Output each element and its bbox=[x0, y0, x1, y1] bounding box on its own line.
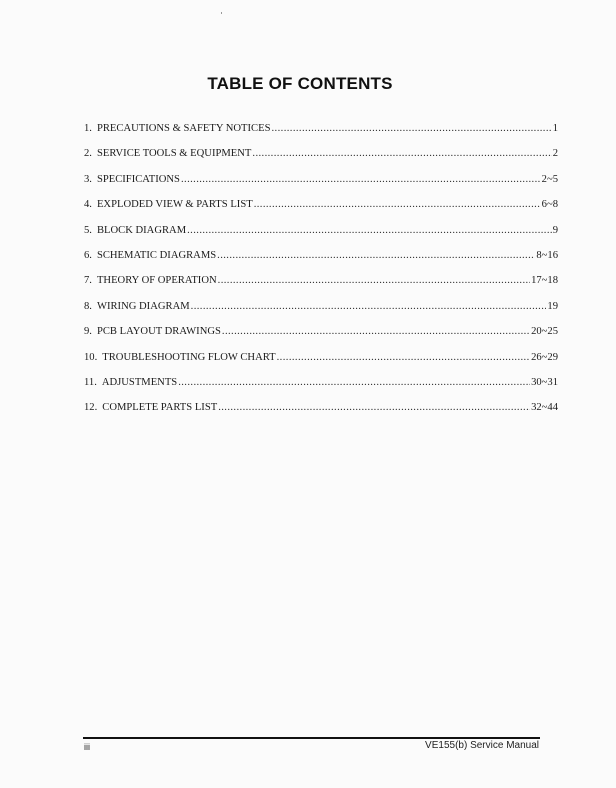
toc-entry-page: 17~18 bbox=[531, 275, 558, 287]
toc-entry-label: PCB LAYOUT DRAWINGS bbox=[96, 326, 221, 338]
toc-entry-page: 20~25 bbox=[531, 326, 558, 338]
toc-dot-leader bbox=[218, 275, 530, 286]
toc-entry-number: 7. bbox=[84, 275, 92, 287]
toc-entry-label: SPECIFICATIONS bbox=[96, 173, 180, 185]
toc-entry[interactable] bbox=[84, 301, 558, 326]
toc-entry-label: ADJUSTMENTS bbox=[101, 376, 178, 388]
toc-entry-label: THEORY OF OPERATION bbox=[96, 275, 217, 287]
toc-dot-leader bbox=[181, 174, 541, 185]
toc-entry[interactable] bbox=[84, 377, 558, 402]
toc-entry-label: EXPLODED VIEW & PARTS LIST bbox=[96, 199, 253, 211]
toc-entry-number: 4. bbox=[84, 199, 92, 211]
toc-dot-leader bbox=[222, 326, 530, 337]
toc-dot-leader bbox=[272, 123, 552, 134]
toc-dot-leader bbox=[187, 225, 552, 236]
toc-entry-page: 1 bbox=[552, 123, 558, 134]
toc-entry-number: 10. bbox=[84, 351, 98, 363]
toc-entry-number: 8. bbox=[84, 300, 92, 312]
toc-entry[interactable] bbox=[84, 199, 558, 224]
toc-dot-leader bbox=[217, 250, 535, 261]
page-title: TABLE OF CONTENTS bbox=[207, 74, 393, 93]
toc-entry[interactable] bbox=[84, 174, 558, 199]
toc-entry-page: 2~5 bbox=[541, 173, 558, 185]
footer-divider bbox=[83, 737, 540, 739]
toc-entry[interactable] bbox=[84, 225, 558, 250]
toc-entry-label: PRECAUTIONS & SAFETY NOTICES bbox=[96, 123, 271, 134]
toc-entry-number: 2. bbox=[84, 148, 92, 160]
toc-entry-page: 8~16 bbox=[536, 249, 558, 261]
toc-entry-label: WIRING DIAGRAM bbox=[96, 300, 190, 312]
toc-dot-leader bbox=[254, 199, 541, 210]
toc-dot-leader bbox=[252, 148, 551, 159]
toc-entry[interactable] bbox=[84, 250, 558, 275]
toc-entry-number: 1. bbox=[84, 123, 92, 134]
toc-entry[interactable] bbox=[84, 275, 558, 300]
toc-entry-number: 11. bbox=[84, 376, 97, 388]
toc-entry-page: 32~44 bbox=[531, 402, 558, 414]
toc-entry-number: 9. bbox=[84, 326, 92, 338]
toc-entry-page: 19 bbox=[547, 300, 558, 312]
toc-entry-page: 9 bbox=[552, 224, 558, 236]
toc-dot-leader bbox=[191, 301, 547, 312]
toc-entry[interactable] bbox=[84, 148, 558, 173]
toc-dot-leader bbox=[218, 402, 530, 413]
toc-entry-label: SCHEMATIC DIAGRAMS bbox=[96, 249, 217, 261]
toc-entry-page: 30~31 bbox=[531, 376, 558, 388]
toc-entry[interactable] bbox=[84, 123, 558, 148]
toc-entry-number: 12. bbox=[84, 402, 98, 414]
footer-page-number: iii bbox=[84, 742, 90, 752]
toc-entry-label: TROUBLESHOOTING FLOW CHART bbox=[102, 351, 276, 363]
toc-entry-number: 5. bbox=[84, 224, 92, 236]
scan-speck bbox=[221, 12, 222, 14]
toc-entry-label: BLOCK DIAGRAM bbox=[96, 224, 187, 236]
footer-manual-name: VE155(b) Service Manual bbox=[425, 740, 539, 751]
toc-entry[interactable] bbox=[84, 326, 558, 351]
toc-entry-label: COMPLETE PARTS LIST bbox=[102, 402, 218, 414]
toc-entry-page: 6~8 bbox=[541, 199, 558, 211]
toc-entry[interactable] bbox=[84, 352, 558, 377]
toc-entry-page: 2 bbox=[552, 148, 558, 160]
toc-entry-number: 6. bbox=[84, 249, 92, 261]
toc-entry-label: SERVICE TOOLS & EQUIPMENT bbox=[96, 148, 252, 160]
toc-entry-number: 3. bbox=[84, 173, 92, 185]
toc-dot-leader bbox=[178, 377, 530, 388]
toc-dot-leader bbox=[277, 352, 530, 363]
table-of-contents bbox=[84, 123, 558, 428]
toc-entry-page: 26~29 bbox=[531, 351, 558, 363]
toc-entry[interactable] bbox=[84, 402, 558, 427]
